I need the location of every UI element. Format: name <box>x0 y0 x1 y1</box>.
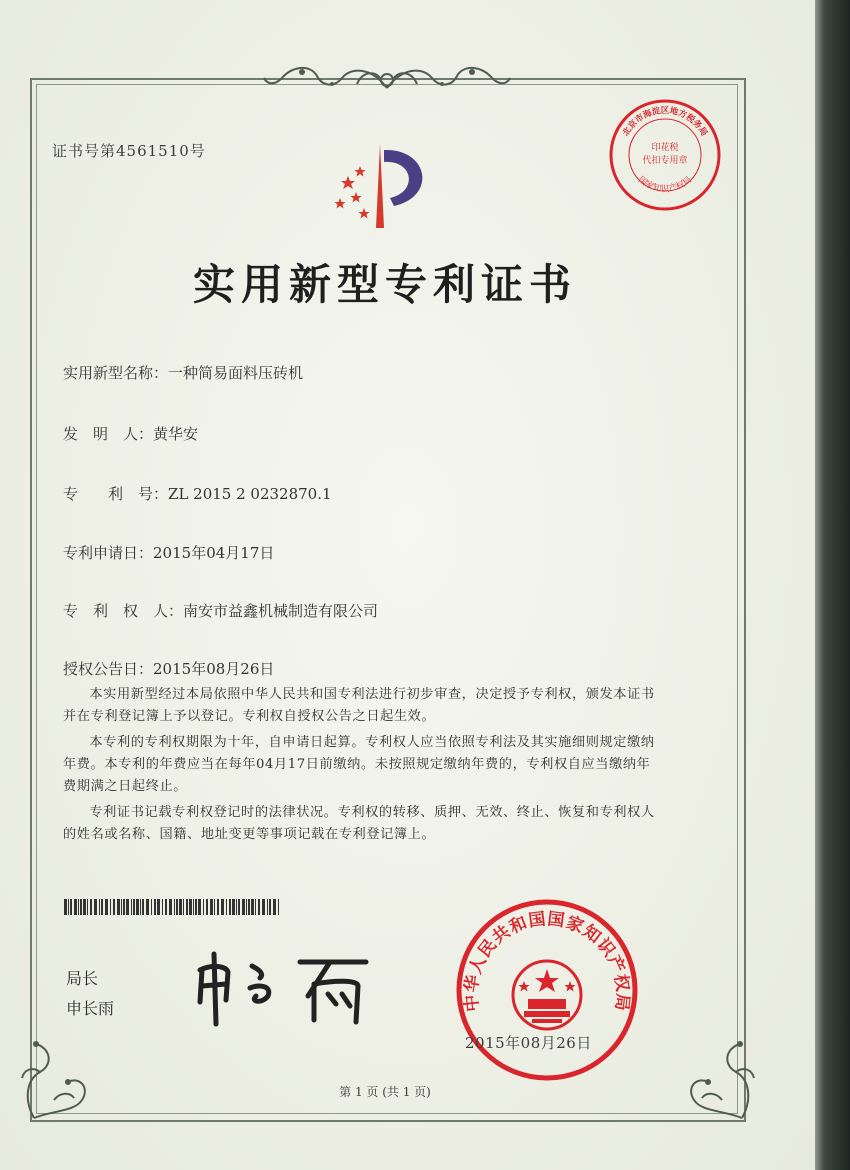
field-utility-model-name <box>63 362 303 383</box>
barcode-bar <box>203 899 204 915</box>
barcode-bar <box>83 899 86 915</box>
barcode-bar <box>169 899 172 915</box>
tax-stamp-line: 代扣专用章 <box>642 156 688 166</box>
top-ornament <box>262 58 512 98</box>
barcode-bar <box>229 899 231 915</box>
barcode-bar <box>214 899 215 915</box>
patent-office-logo <box>318 136 448 236</box>
body-paragraph: 本专利的专利权期限为十年，自申请日起算。专利权人应当依照专利法及其实施细则规定缴纳年费。本专利的年费应当在每年04月17日前缴纳。未按照规定缴纳年费的，专利权自应当缴纳年费期满之日起终止。 <box>63 735 655 794</box>
field-patent-number <box>63 483 332 504</box>
barcode-bar <box>133 899 135 915</box>
field-value: 南安市益鑫机械制造有限公司 <box>183 602 379 620</box>
barcode-bar <box>258 899 260 915</box>
field-label: 发 明 人： <box>63 425 154 443</box>
barcode-bar <box>70 899 72 915</box>
barcode-bar <box>151 899 152 915</box>
national-emblem-icon <box>513 961 581 1029</box>
body-paragraph: 专利证书记载专利权登记时的法律状况。专利权的转移、质押、无效、终止、恢复和专利权人的姓名或名称、国籍、地址变更等事项记载在专利登记簿上。 <box>63 805 655 842</box>
barcode-bar <box>99 899 100 915</box>
field-inventor <box>63 423 198 444</box>
barcode-bar <box>186 899 188 915</box>
tax-stamp-bottom-text: 国家知识产权局 <box>636 174 694 195</box>
barcode-bar <box>273 899 276 915</box>
field-application-date <box>63 542 274 563</box>
barcode-bar <box>140 899 141 915</box>
barcode-bar <box>174 899 175 915</box>
barcode-bar <box>94 899 97 915</box>
barcode-bar <box>262 899 265 915</box>
barcode <box>64 899 279 915</box>
barcode-bar <box>251 899 254 915</box>
field-label: 授权公告日： <box>63 660 154 678</box>
barcode-bar <box>248 899 250 915</box>
barcode-bar <box>242 899 245 915</box>
field-grant-date <box>63 658 274 679</box>
barcode-bar <box>131 899 132 915</box>
tax-stamp-line: 印花税 <box>651 143 679 153</box>
certificate-body <box>63 684 663 850</box>
field-label: 实用新型名称： <box>63 364 169 382</box>
barcode-bar <box>255 899 256 915</box>
barcode-bar <box>117 899 120 915</box>
barcode-bar <box>87 899 88 915</box>
barcode-bar <box>105 899 108 915</box>
certificate-title: 实用新型专利证书 <box>192 260 577 309</box>
barcode-bar <box>210 899 213 915</box>
barcode-bar <box>126 899 129 915</box>
tax-stamp-ring-text: 北京市海淀区地方税务局 <box>621 106 709 139</box>
barcode-bar <box>90 899 92 915</box>
barcode-bar <box>193 899 194 915</box>
barcode-bar <box>198 899 201 915</box>
corner-ornament-right <box>672 1020 762 1120</box>
barcode-bar <box>221 899 224 915</box>
field-value: 一种简易面料压砖机 <box>168 364 304 382</box>
director-signature <box>190 940 380 1030</box>
barcode-bar <box>165 899 167 915</box>
barcode-bar <box>226 899 227 915</box>
barcode-bar <box>101 899 103 915</box>
barcode-bar <box>110 899 111 915</box>
barcode-bar <box>142 899 144 915</box>
barcode-bar <box>183 899 184 915</box>
page-number: 第 1 页 (共 1 页) <box>339 1085 431 1099</box>
barcode-bar <box>278 899 279 915</box>
barcode-bar <box>267 899 268 915</box>
barcode-bar <box>113 899 115 915</box>
barcode-bar <box>68 899 69 915</box>
barcode-bar <box>206 899 208 915</box>
field-value: ZL 2015 2 0232870.1 <box>168 485 332 503</box>
barcode-bar <box>162 899 163 915</box>
barcode-bar <box>232 899 235 915</box>
barcode-bar <box>195 899 197 915</box>
national-ip-office-seal <box>452 895 642 1085</box>
barcode-bar <box>246 899 247 915</box>
tax-stamp <box>606 96 724 214</box>
certificate-number: 证书号第4561510号 <box>52 142 206 160</box>
barcode-bar <box>154 899 156 915</box>
body-paragraph: 本实用新型经过本局依照中华人民共和国专利法进行初步审查，决定授予专利权，颁发本证书并在专利登记簿上予以登记。专利权自授权公告之日起生效。 <box>63 687 655 724</box>
barcode-bar <box>189 899 192 915</box>
seal-date: 2015年08月26日 <box>465 1034 592 1052</box>
barcode-bar <box>146 899 149 915</box>
barcode-bar <box>78 899 79 915</box>
field-label: 专利申请日： <box>63 544 154 562</box>
corner-ornament-left <box>14 1020 104 1120</box>
barcode-bar <box>64 899 67 915</box>
barcode-bar <box>80 899 82 915</box>
barcode-bar <box>121 899 122 915</box>
director-title: 局长 <box>66 969 99 988</box>
field-value: 2015年04月17日 <box>153 544 275 562</box>
barcode-bar <box>236 899 237 915</box>
barcode-bar <box>238 899 240 915</box>
field-label: 专 利 权 人： <box>63 602 184 620</box>
field-value: 黄华安 <box>153 425 199 443</box>
seal-ring-text: 中华人民共和国国家知识产权局 <box>461 909 633 1013</box>
barcode-bar <box>269 899 271 915</box>
field-value: 2015年08月26日 <box>153 660 275 678</box>
field-patentee <box>63 600 378 621</box>
director-name: 申长雨 <box>66 999 115 1018</box>
field-label: 专 利 号： <box>63 485 169 503</box>
barcode-bar <box>217 899 219 915</box>
barcode-bar <box>179 899 182 915</box>
barcode-bar <box>123 899 125 915</box>
barcode-bar <box>176 899 178 915</box>
barcode-bar <box>136 899 139 915</box>
svg-text:国家知识产权局 <box>636 175 694 194</box>
barcode-bar <box>157 899 160 915</box>
barcode-bar <box>74 899 77 915</box>
